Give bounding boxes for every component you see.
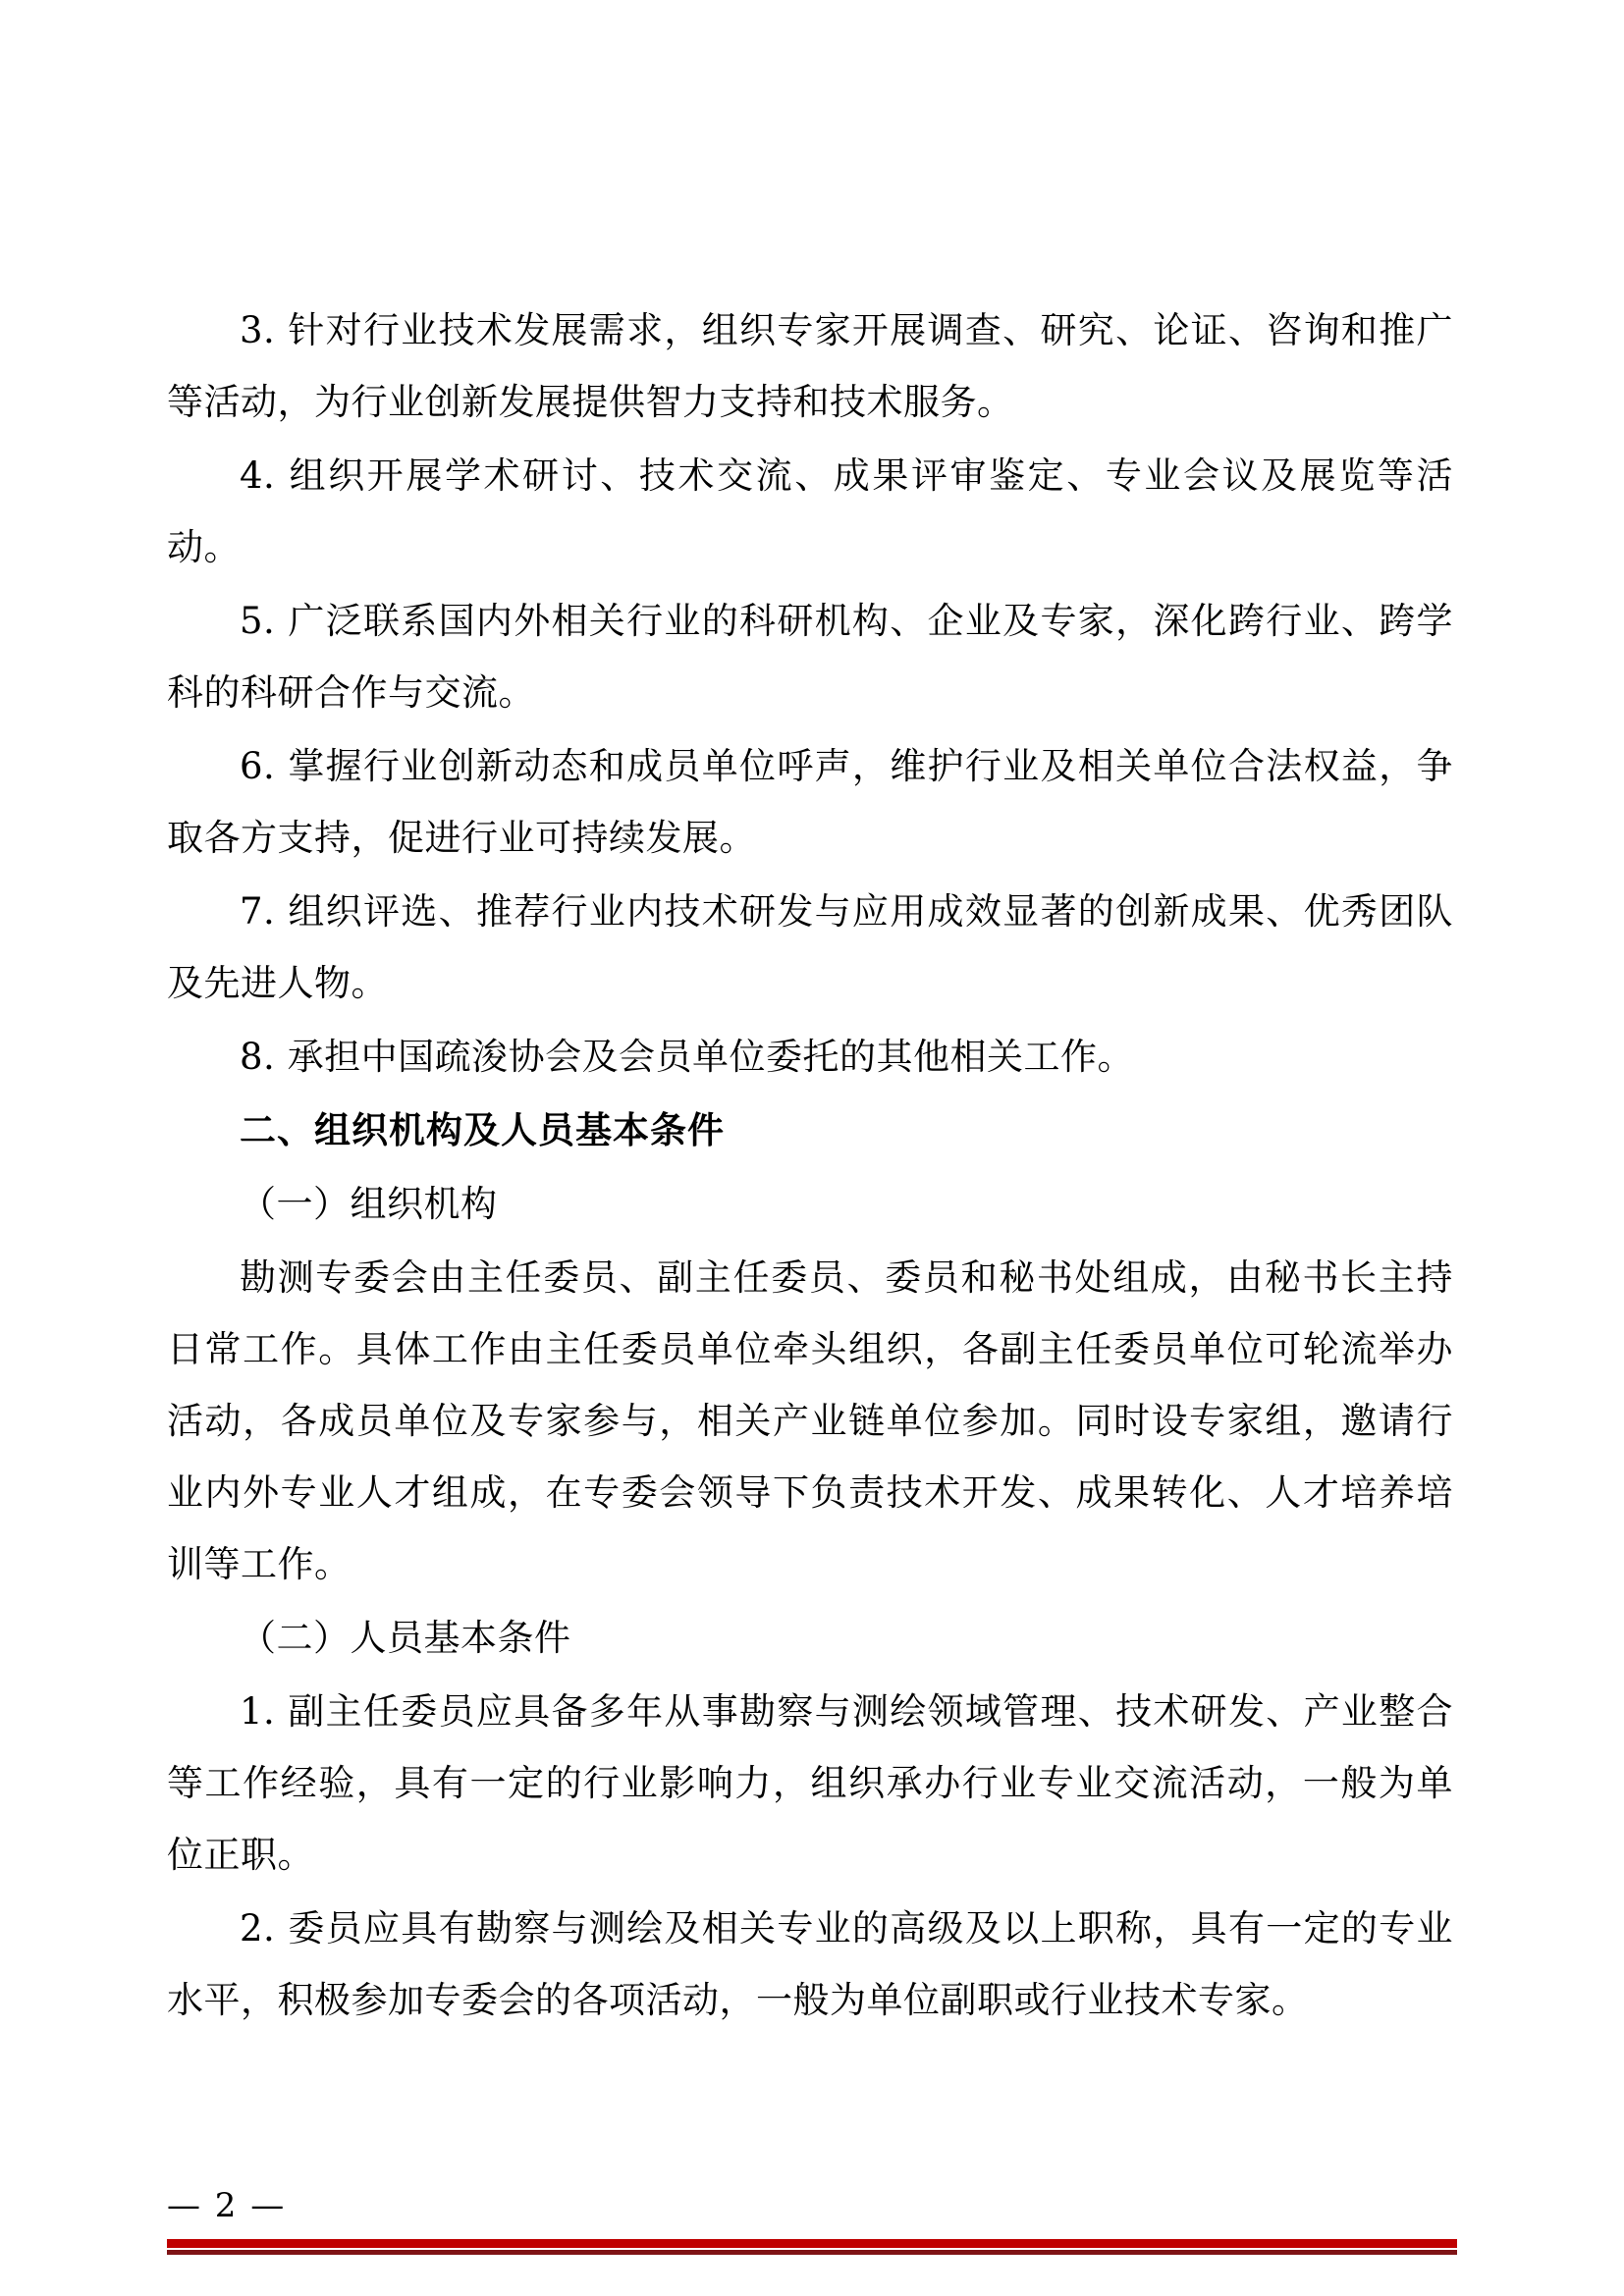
- subsection-body-one: 勘测专委会由主任委员、副主任委员、委员和秘书处组成，由秘书长主持日常工作。具体工作由主任委员单位牵头组织，各副主任委员单位可轮流举办活动，各成员单位及专家参与，相关产业链单位参加。同时设专家组，邀请行业内外专业人才组成，在专委会领导下负责技术开发、成果转化、人才培养培训等工作。: [167, 1256, 1453, 1585]
- paragraph-item-6: 6. 掌握行业创新动态和成员单位呼声，维护行业及相关单位合法权益，争取各方支持，促进行业可持续发展。: [167, 745, 1453, 859]
- footer-rule: [167, 2239, 1457, 2255]
- subsection-title-two: （二）人员基本条件: [240, 1617, 571, 1659]
- footer-rule-primary: [167, 2239, 1457, 2248]
- paragraph-item-4: 4. 组织开展学术研讨、技术交流、成果评审鉴定、专业会议及展览等活动。: [167, 454, 1453, 568]
- document-body: [167, 294, 1453, 2038]
- paragraph-item-5: 5. 广泛联系国内外相关行业的科研机构、企业及专家，深化跨行业、跨学科的科研合作与交流。: [167, 600, 1453, 714]
- section-heading-two: 二、组织机构及人员基本条件: [240, 1108, 725, 1151]
- page-footer: [0, 2178, 1624, 2296]
- subsection-title-one: （一）组织机构: [240, 1183, 498, 1225]
- paragraph-item-7: 7. 组织评选、推荐行业内技术研发与应用成效显著的创新成果、优秀团队及先进人物。: [167, 890, 1453, 1004]
- page-number: — 2 —: [167, 2186, 287, 2225]
- subsection-two-item-1: 1. 副主任委员应具备多年从事勘察与测绘领域管理、技术研发、产业整合等工作经验，具有一定的行业影响力，组织承办行业专业交流活动，一般为单位正职。: [167, 1690, 1453, 1876]
- subsection-two-item-2: 2. 委员应具有勘察与测绘及相关专业的高级及以上职称，具有一定的专业水平，积极参加专委会的各项活动，一般为单位副职或行业技术专家。: [167, 1907, 1453, 2021]
- paragraph-item-8: 8. 承担中国疏浚协会及会员单位委托的其他相关工作。: [240, 1036, 1135, 1078]
- paragraph-item-3: 3. 针对行业技术发展需求，组织专家开展调查、研究、论证、咨询和推广等活动，为行业创新发展提供智力支持和技术服务。: [167, 309, 1453, 423]
- footer-rule-secondary: [167, 2250, 1457, 2255]
